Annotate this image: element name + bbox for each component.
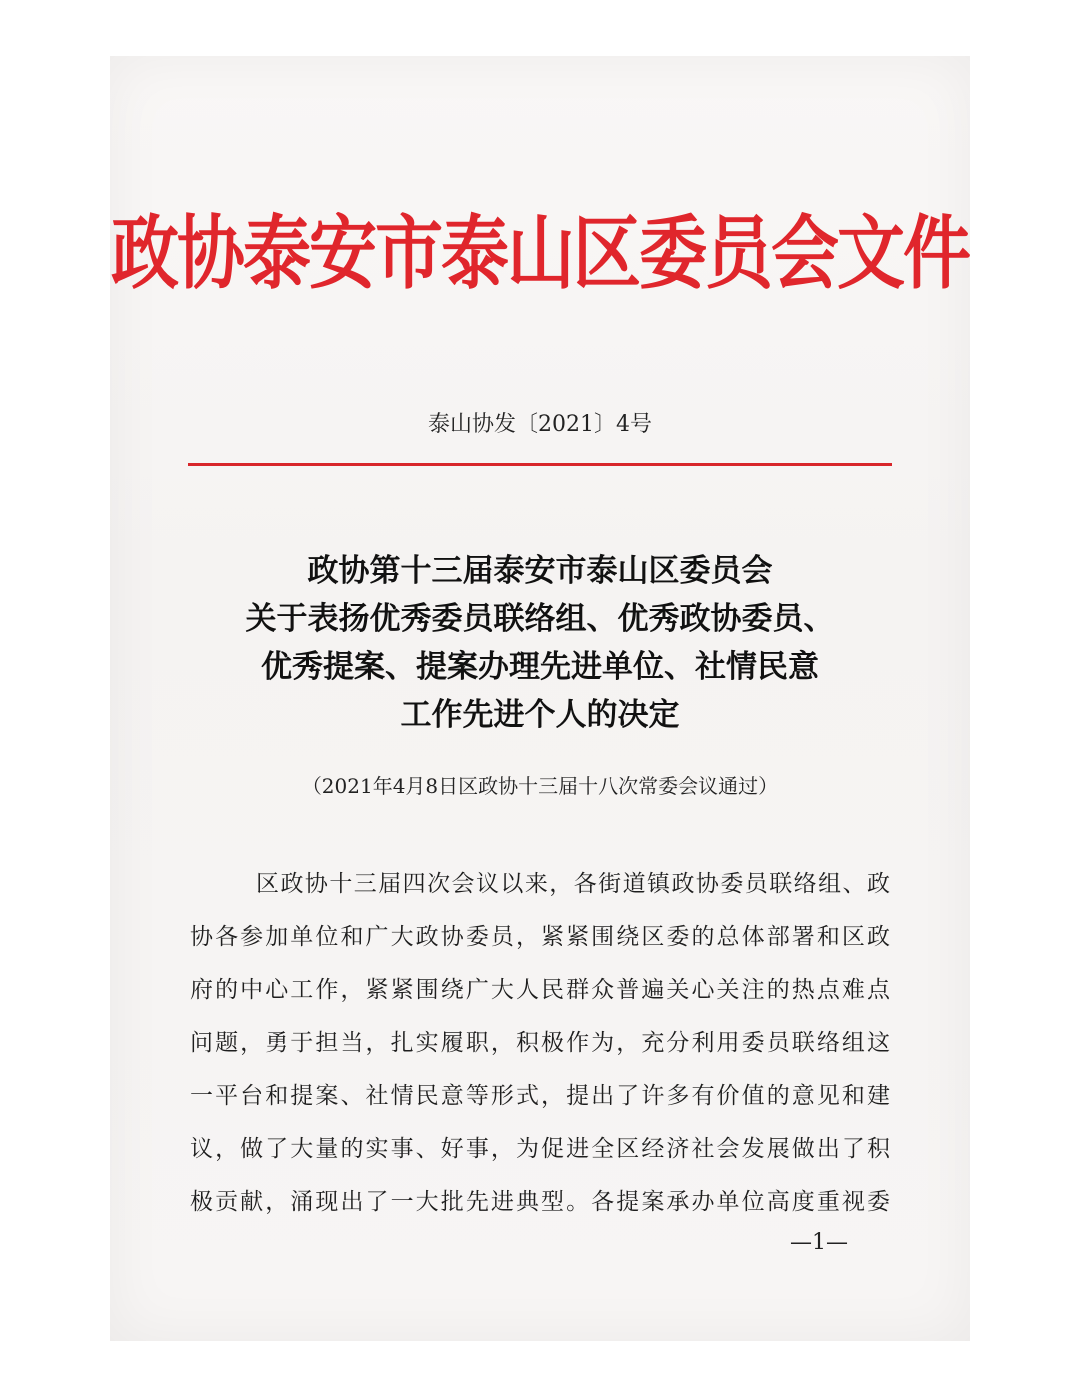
body-line: 极贡献，涌现出了一大批先进典型。各提案承办单位高度重视委 (190, 1189, 890, 1215)
body-paragraph (190, 858, 890, 1229)
body-line: 一平台和提案、社情民意等形式，提出了许多有价值的意见和建 (190, 1083, 890, 1109)
document-title (150, 547, 930, 739)
adoption-note: （2021年4月8日区政协十三届十八次常委会议通过） (301, 774, 779, 798)
page-number: —1— (790, 1230, 848, 1255)
body-line: 区政协十三届四次会议以来，各街道镇政协委员联络组、政 (256, 871, 890, 897)
title-line: 关于表扬优秀委员联络组、优秀政协委员、 (245, 601, 835, 637)
title-line: 工作先进个人的决定 (400, 697, 680, 733)
body-line: 府的中心工作，紧紧围绕广大人民群众普遍关心关注的热点难点 (190, 977, 890, 1003)
body-line: 问题，勇于担当，扎实履职，积极作为，充分利用委员联络组这 (190, 1030, 890, 1056)
body-line: 协各参加单位和广大政协委员，紧紧围绕区委的总体部署和区政 (190, 924, 890, 950)
title-line: 优秀提案、提案办理先进单位、社情民意 (261, 649, 819, 685)
body-line: 议，做了大量的实事、好事，为促进全区经济社会发展做出了积 (190, 1136, 890, 1162)
red-divider-line (188, 463, 892, 466)
title-line: 政协第十三届泰安市泰山区委员会 (307, 553, 773, 589)
document-number: 泰山协发〔2021〕4号 (428, 412, 652, 437)
issuer-red-header: 政协泰安市泰山区委员会文件 (110, 207, 969, 302)
